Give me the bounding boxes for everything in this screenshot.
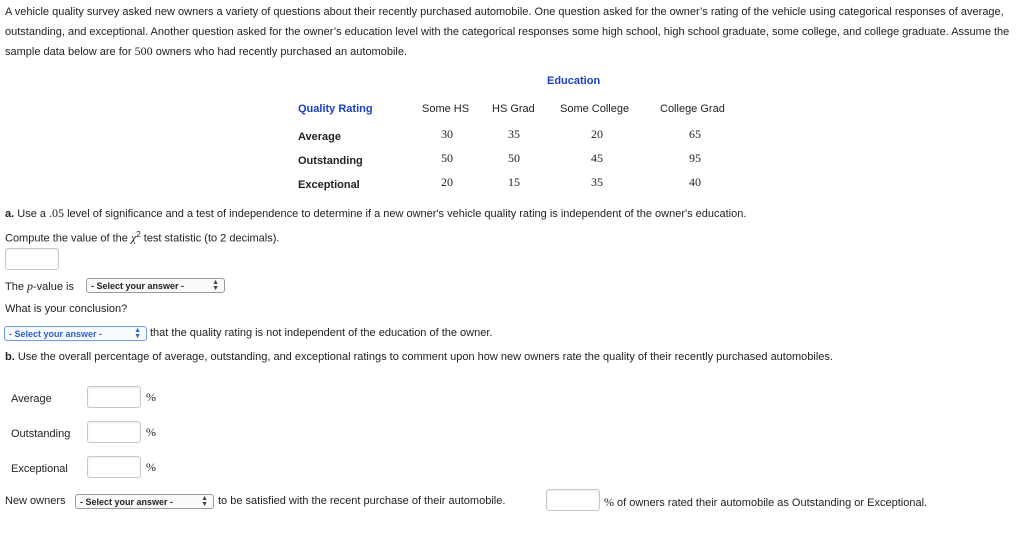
- cell-outstanding-some-hs: 50: [441, 151, 453, 165]
- percent-label-exceptional: Exceptional: [11, 463, 68, 475]
- compute-text-2: test statistic (to 2 decimals).: [140, 232, 280, 245]
- percent-label-average: Average: [11, 393, 52, 405]
- row-label-exceptional: Exceptional: [298, 179, 360, 191]
- part-b-text: Use the overall percentage of average, outstanding, and exceptional ratings to comment upon how new owners rate the quality of their recently purchased automobiles.: [14, 351, 833, 363]
- outstanding-exceptional-percent-input[interactable]: [546, 489, 600, 511]
- chi-exponent: 2: [136, 230, 141, 239]
- part-a-label: a.: [5, 208, 15, 220]
- exceptional-percent-unit: %: [146, 460, 156, 474]
- part-a-text-2: level of significance and a test of independence to determine if a new owner's vehicle quality rating is independent of the owner's education.: [64, 208, 747, 220]
- cell-average-some-college: 20: [591, 127, 603, 141]
- p-value-select-label: - Select your answer -: [91, 280, 185, 291]
- part-b-label: b.: [5, 351, 15, 363]
- select-arrows-icon: ▲ ▼: [134, 327, 141, 340]
- cell-average-hs-grad: 35: [508, 127, 520, 141]
- satisfaction-select-label: - Select your answer -: [80, 496, 174, 507]
- part-a-question: [5, 206, 746, 221]
- percent-label-outstanding: Outstanding: [11, 428, 71, 440]
- final-suffix-text: of owners rated their automobile as Outstanding or Exceptional.: [614, 497, 928, 509]
- average-percent-input[interactable]: [87, 386, 141, 408]
- cell-exceptional-hs-grad: 15: [508, 175, 520, 189]
- cell-outstanding-some-college: 45: [591, 151, 603, 165]
- p-value-prefix: The: [5, 281, 28, 293]
- p-value-suffix: -value is: [33, 281, 74, 293]
- quality-rating-header: Quality Rating: [298, 103, 373, 115]
- cell-exceptional-some-college: 35: [591, 175, 603, 189]
- significance-level: .05: [49, 206, 65, 220]
- cell-exceptional-some-hs: 20: [441, 175, 453, 189]
- chi-square-input[interactable]: [5, 248, 59, 270]
- satisfaction-text: to be satisfied with the recent purchase of their automobile.: [218, 495, 506, 507]
- column-header-college-grad: College Grad: [660, 103, 725, 115]
- conclusion-select[interactable]: [4, 326, 147, 341]
- column-header-hs-grad: HS Grad: [492, 103, 535, 115]
- average-percent-unit: %: [146, 390, 156, 404]
- intro-text-1: A vehicle quality survey asked new owners a variety of questions about their recently purchased automobile. One question asked for the owner’s rating of the vehicle using categorical responses of average, outstanding, and exceptional. Another question asked for the owner’s education level with the categorical responses some high school, high school graduate, some college, and college graduate. Assume the sample data below are for: [5, 6, 1010, 58]
- outstanding-exceptional-text: [604, 495, 927, 510]
- intro-text-2: owners who had recently purchased an automobile.: [152, 46, 408, 58]
- outstanding-percent-unit: %: [146, 425, 156, 439]
- row-label-average: Average: [298, 131, 342, 143]
- cell-average-some-hs: 30: [441, 127, 453, 141]
- part-a-text-1: Use a: [14, 208, 50, 220]
- problem-intro: [5, 3, 1017, 63]
- part-b-question: [5, 351, 833, 363]
- select-arrows-icon: ▲ ▼: [212, 279, 219, 292]
- cell-outstanding-hs-grad: 50: [508, 151, 520, 165]
- chi-symbol: χ: [130, 230, 137, 245]
- select-arrows-icon: ▲ ▼: [201, 495, 208, 508]
- compute-text-1: Compute the value of the: [5, 232, 131, 245]
- education-header: Education: [547, 75, 601, 87]
- exceptional-percent-input[interactable]: [87, 456, 141, 478]
- p-symbol: p: [27, 279, 34, 293]
- sample-size: 500: [134, 44, 153, 58]
- row-label-outstanding: Outstanding: [298, 155, 363, 167]
- cell-average-college-grad: 65: [689, 127, 701, 141]
- satisfaction-select[interactable]: [75, 494, 214, 509]
- column-header-some-hs: Some HS: [422, 103, 470, 115]
- column-header-some-college: Some College: [560, 103, 630, 115]
- cell-outstanding-college-grad: 95: [689, 151, 701, 165]
- conclusion-select-label: - Select your answer -: [9, 328, 103, 339]
- conclusion-question: What is your conclusion?: [5, 303, 128, 315]
- p-value-select[interactable]: [86, 278, 225, 293]
- outstanding-percent-input[interactable]: [87, 421, 141, 443]
- compute-chi-square-prompt: [5, 230, 279, 246]
- new-owners-label: New owners: [5, 495, 66, 507]
- cell-exceptional-college-grad: 40: [689, 175, 701, 189]
- p-value-prompt: [5, 279, 74, 294]
- conclusion-text: that the quality rating is not independent of the education of the owner.: [150, 327, 493, 339]
- final-percent-unit: %: [604, 495, 614, 509]
